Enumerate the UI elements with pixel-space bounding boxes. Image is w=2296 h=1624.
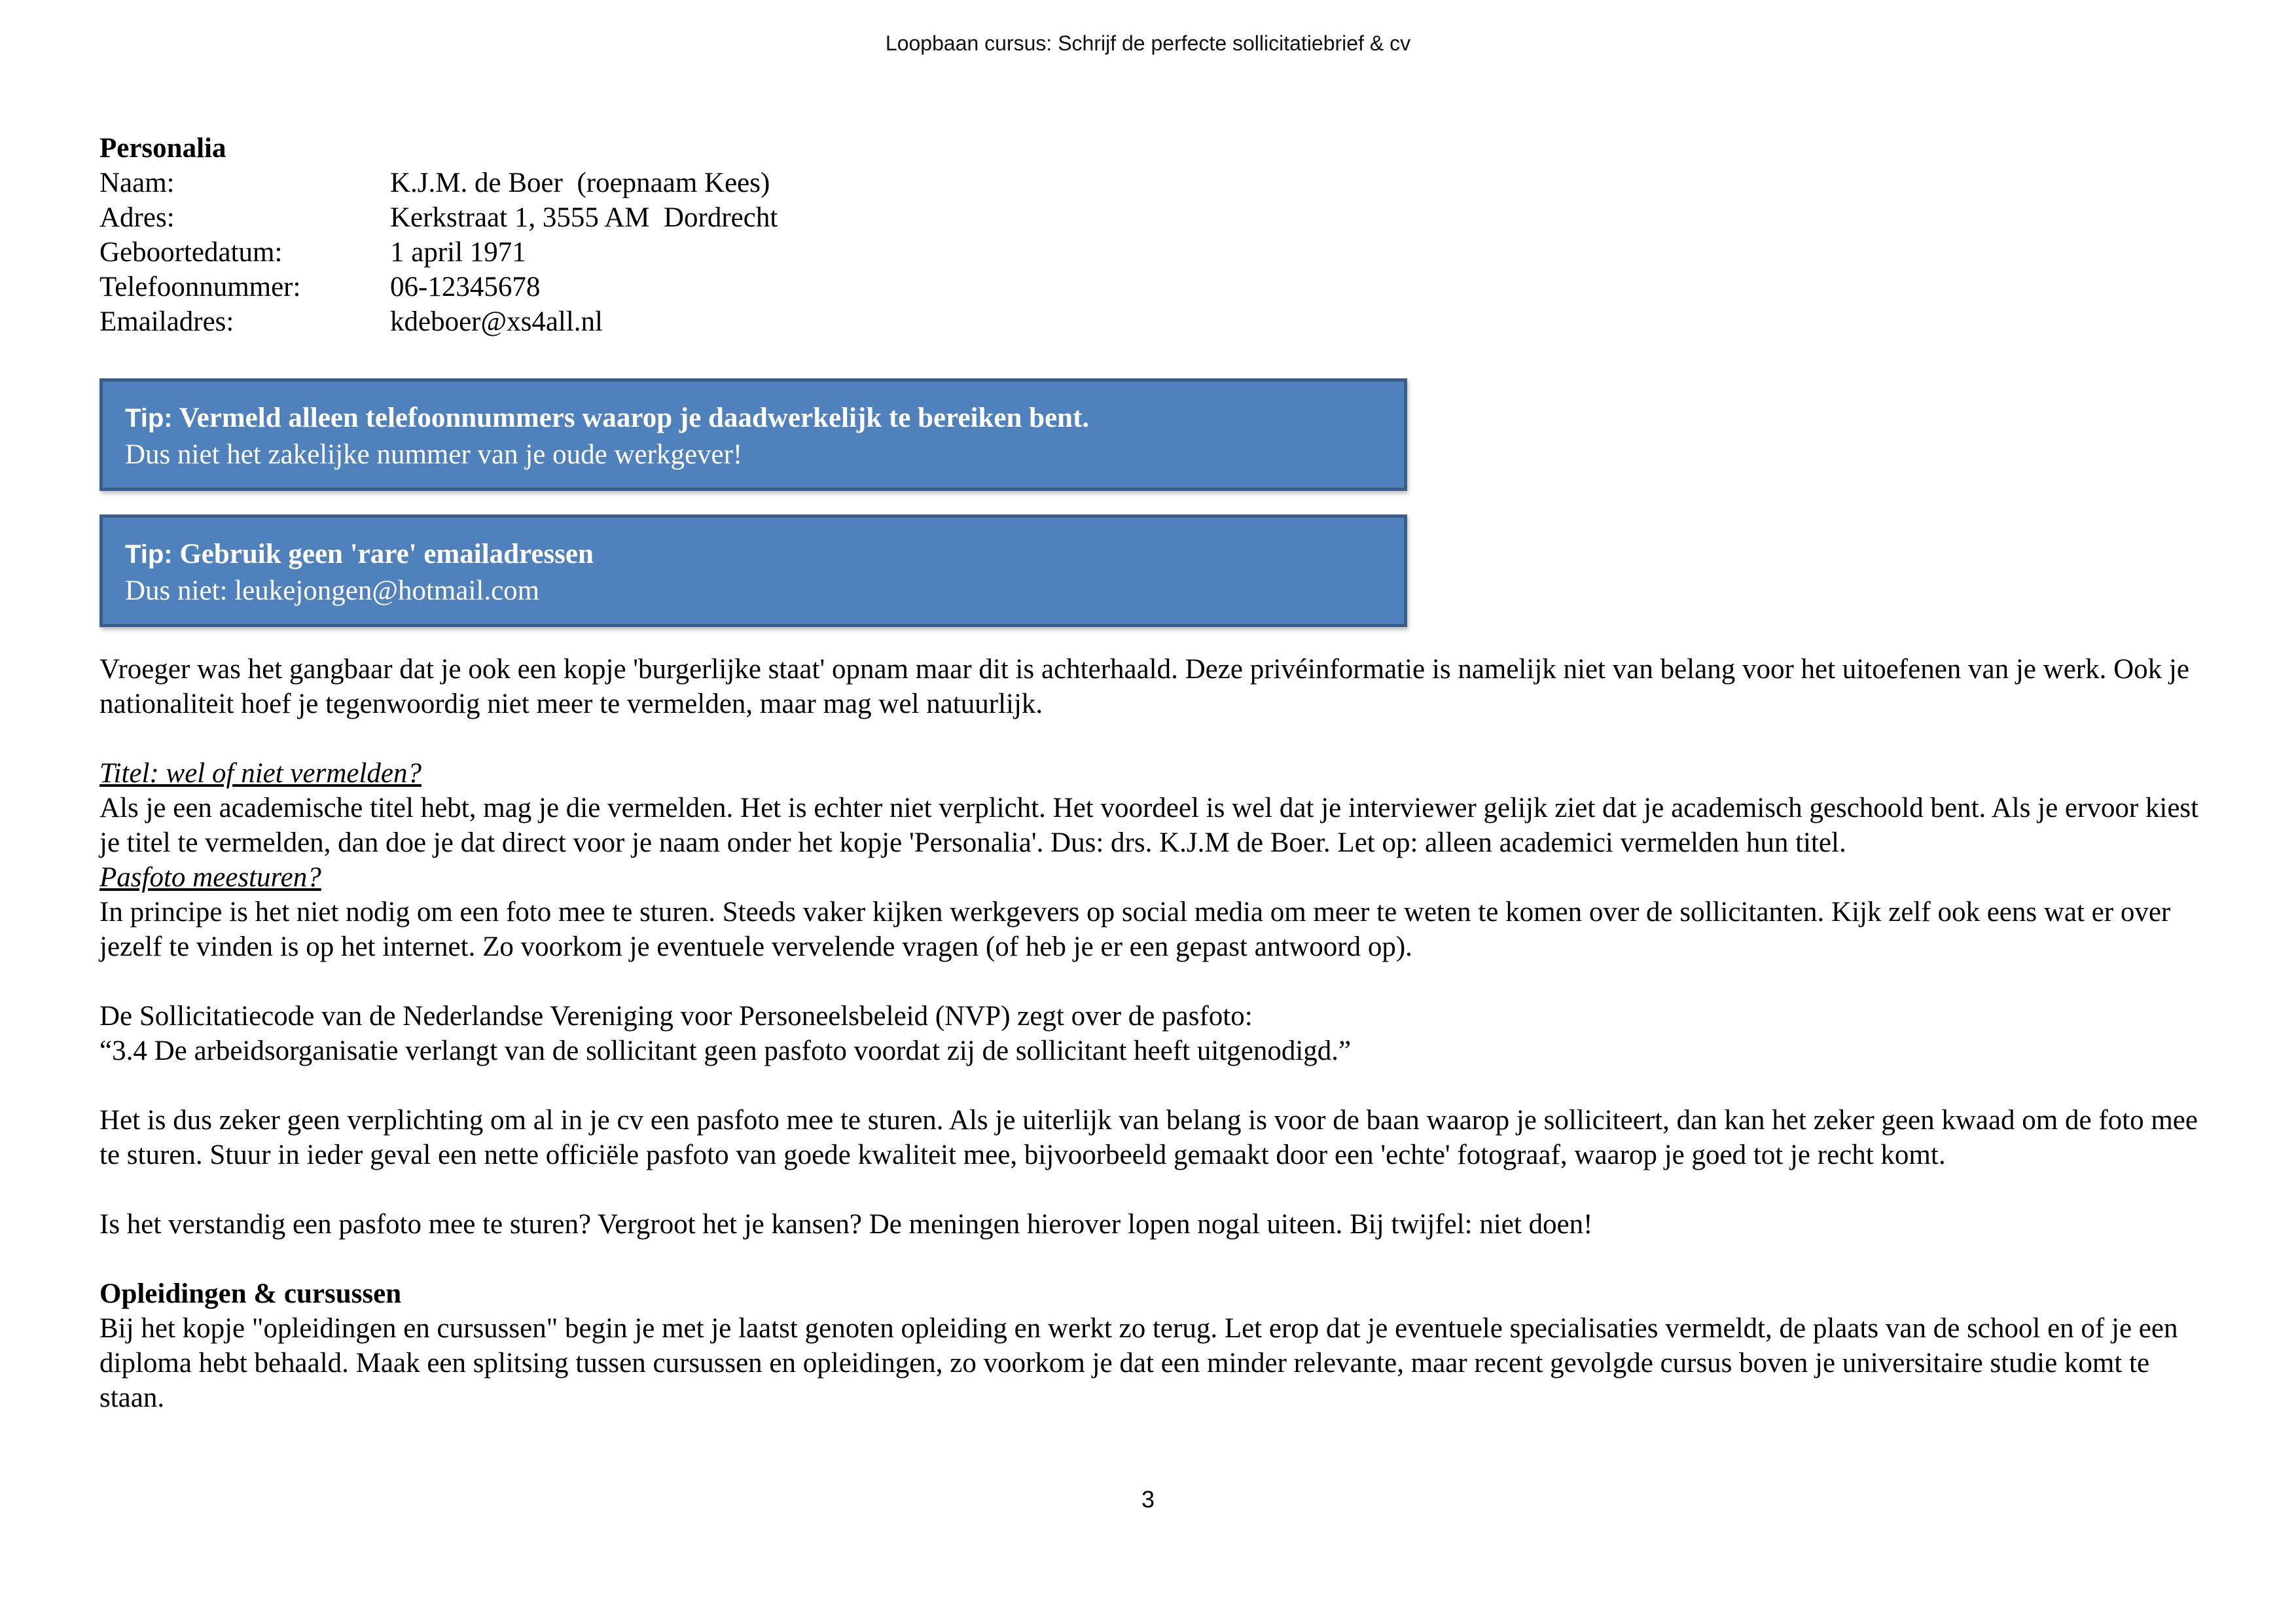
tip-box-email: [99, 514, 1407, 627]
personalia-value: 1 april 1971: [390, 237, 526, 268]
personalia-table: [99, 166, 2220, 339]
running-header: Loopbaan cursus: Schrijf de perfecte sollicitatiebrief & cv: [885, 31, 1411, 55]
personalia-label: Adres:: [99, 202, 175, 233]
personalia-row-geboortedatum: [99, 235, 2220, 270]
paragraph-pasfoto-question: Is het verstandig een pasfoto mee te sturen? Vergroot het je kansen? De meningen hierover lopen nogal uiteen. Bij twijfel: niet doen!: [99, 1209, 1593, 1240]
personalia-row-adres: [99, 200, 2220, 235]
tip-text: Dus niet het zakelijke nummer van je oude werkgever!: [125, 439, 743, 470]
page-number: 3: [1141, 1486, 1155, 1513]
personalia-value: 06-12345678: [390, 272, 541, 302]
personalia-row-emailadres: [99, 304, 2220, 339]
paragraph-nvp-intro: De Sollicitatiecode van de Nederlandse Vereniging voor Personeelsbeleid (NVP) zegt over de pasfoto:: [99, 1001, 1253, 1032]
tip-text: Dus niet: leukejongen@hotmail.com: [125, 575, 540, 606]
tip-label: Tip:: [125, 404, 173, 433]
section-title-opleidingen: Opleidingen & cursussen: [99, 1278, 402, 1309]
tip-heading: [125, 536, 1382, 573]
paragraph-pasfoto: In principe is het niet nodig om een foto mee te sturen. Steeds vaker kijken werkgevers op social media om meer te weten te komen over de sollicitanten. Kijk zelf ook eens wat er over jezelf te vinden is op het internet. Zo voorkom je eventuele vervelende vragen (of heb je er een gepast antwoord op).: [99, 897, 2171, 962]
personalia-value: K.J.M. de Boer (roepnaam Kees): [390, 168, 770, 198]
tip-heading: [125, 400, 1382, 437]
personalia-row-telefoonnummer: [99, 270, 2220, 304]
section-title-personalia: Personalia: [99, 133, 226, 164]
personalia-label: Telefoonnummer:: [99, 272, 301, 302]
document-body: [99, 131, 2220, 1415]
tip-label: Tip:: [125, 540, 173, 569]
personalia-value: kdeboer@xs4all.nl: [390, 306, 603, 337]
personalia-label: Naam:: [99, 168, 175, 198]
personalia-value: Kerkstraat 1, 3555 AM Dordrecht: [390, 202, 778, 233]
personalia-label: Geboortedatum:: [99, 237, 283, 268]
paragraph-burgerlijke-staat: Vroeger was het gangbaar dat je ook een kopje 'burgerlijke staat' opnam maar dit is achterhaald. Deze privéinformatie is namelijk niet van belang voor het uitoefenen van je werk. Ook je nationaliteit hoef je tegenwoordig niet meer te vermelden, maar mag wel natuurlijk.: [99, 654, 2189, 719]
personalia-row-naam: [99, 166, 2220, 200]
paragraph-opleidingen: Bij het kopje "opleidingen en cursussen" begin je met je laatst genoten opleiding en werkt zo terug. Let erop dat je eventuele specialisaties vermeldt, de plaats van de school en of je een diploma hebt behaald. Maak een splitsing tussen cursussen en opleidingen, zo voorkom je dat een minder relevante, maar recent gevolgde cursus boven je universitaire studie komt te staan.: [99, 1313, 2178, 1413]
personalia-label: Emailadres:: [99, 306, 234, 337]
tip-heading-text: Vermeld alleen telefoonnummers waarop je daadwerkelijk te bereiken bent.: [179, 403, 1090, 433]
subheading-pasfoto: Pasfoto meesturen?: [99, 862, 321, 893]
paragraph-pasfoto-advice: Het is dus zeker geen verplichting om al in je cv een pasfoto mee te sturen. Als je uiterlijk van belang is voor de baan waarop je solliciteert, dan kan het zeker geen kwaad om de foto mee te sturen. Stuur in ieder geval een nette officiële pasfoto van goede kwaliteit mee, bijvoorbeeld gemaakt door een 'echte' fotograaf, waarop je goed tot je recht komt.: [99, 1105, 2198, 1170]
subheading-titel: Titel: wel of niet vermelden?: [99, 758, 422, 789]
paragraph-nvp-quote: “3.4 De arbeidsorganisatie verlangt van de sollicitant geen pasfoto voordat zij de sollicitant heeft uitgenodigd.”: [99, 1036, 1352, 1066]
tip-heading-text: Gebruik geen 'rare' emailadressen: [179, 539, 594, 569]
tip-box-telefoon: [99, 378, 1407, 491]
paragraph-titel: Als je een academische titel hebt, mag je die vermelden. Het is echter niet verplicht. Het voordeel is wel dat je interviewer gelijk ziet dat je academisch geschoold bent. Als je ervoor kiest je titel te vermelden, dan doe je dat direct voor je naam onder het kopje 'Personalia'. Dus: drs. K.J.M de Boer. Let op: alleen academici vermelden hun titel.: [99, 793, 2199, 858]
